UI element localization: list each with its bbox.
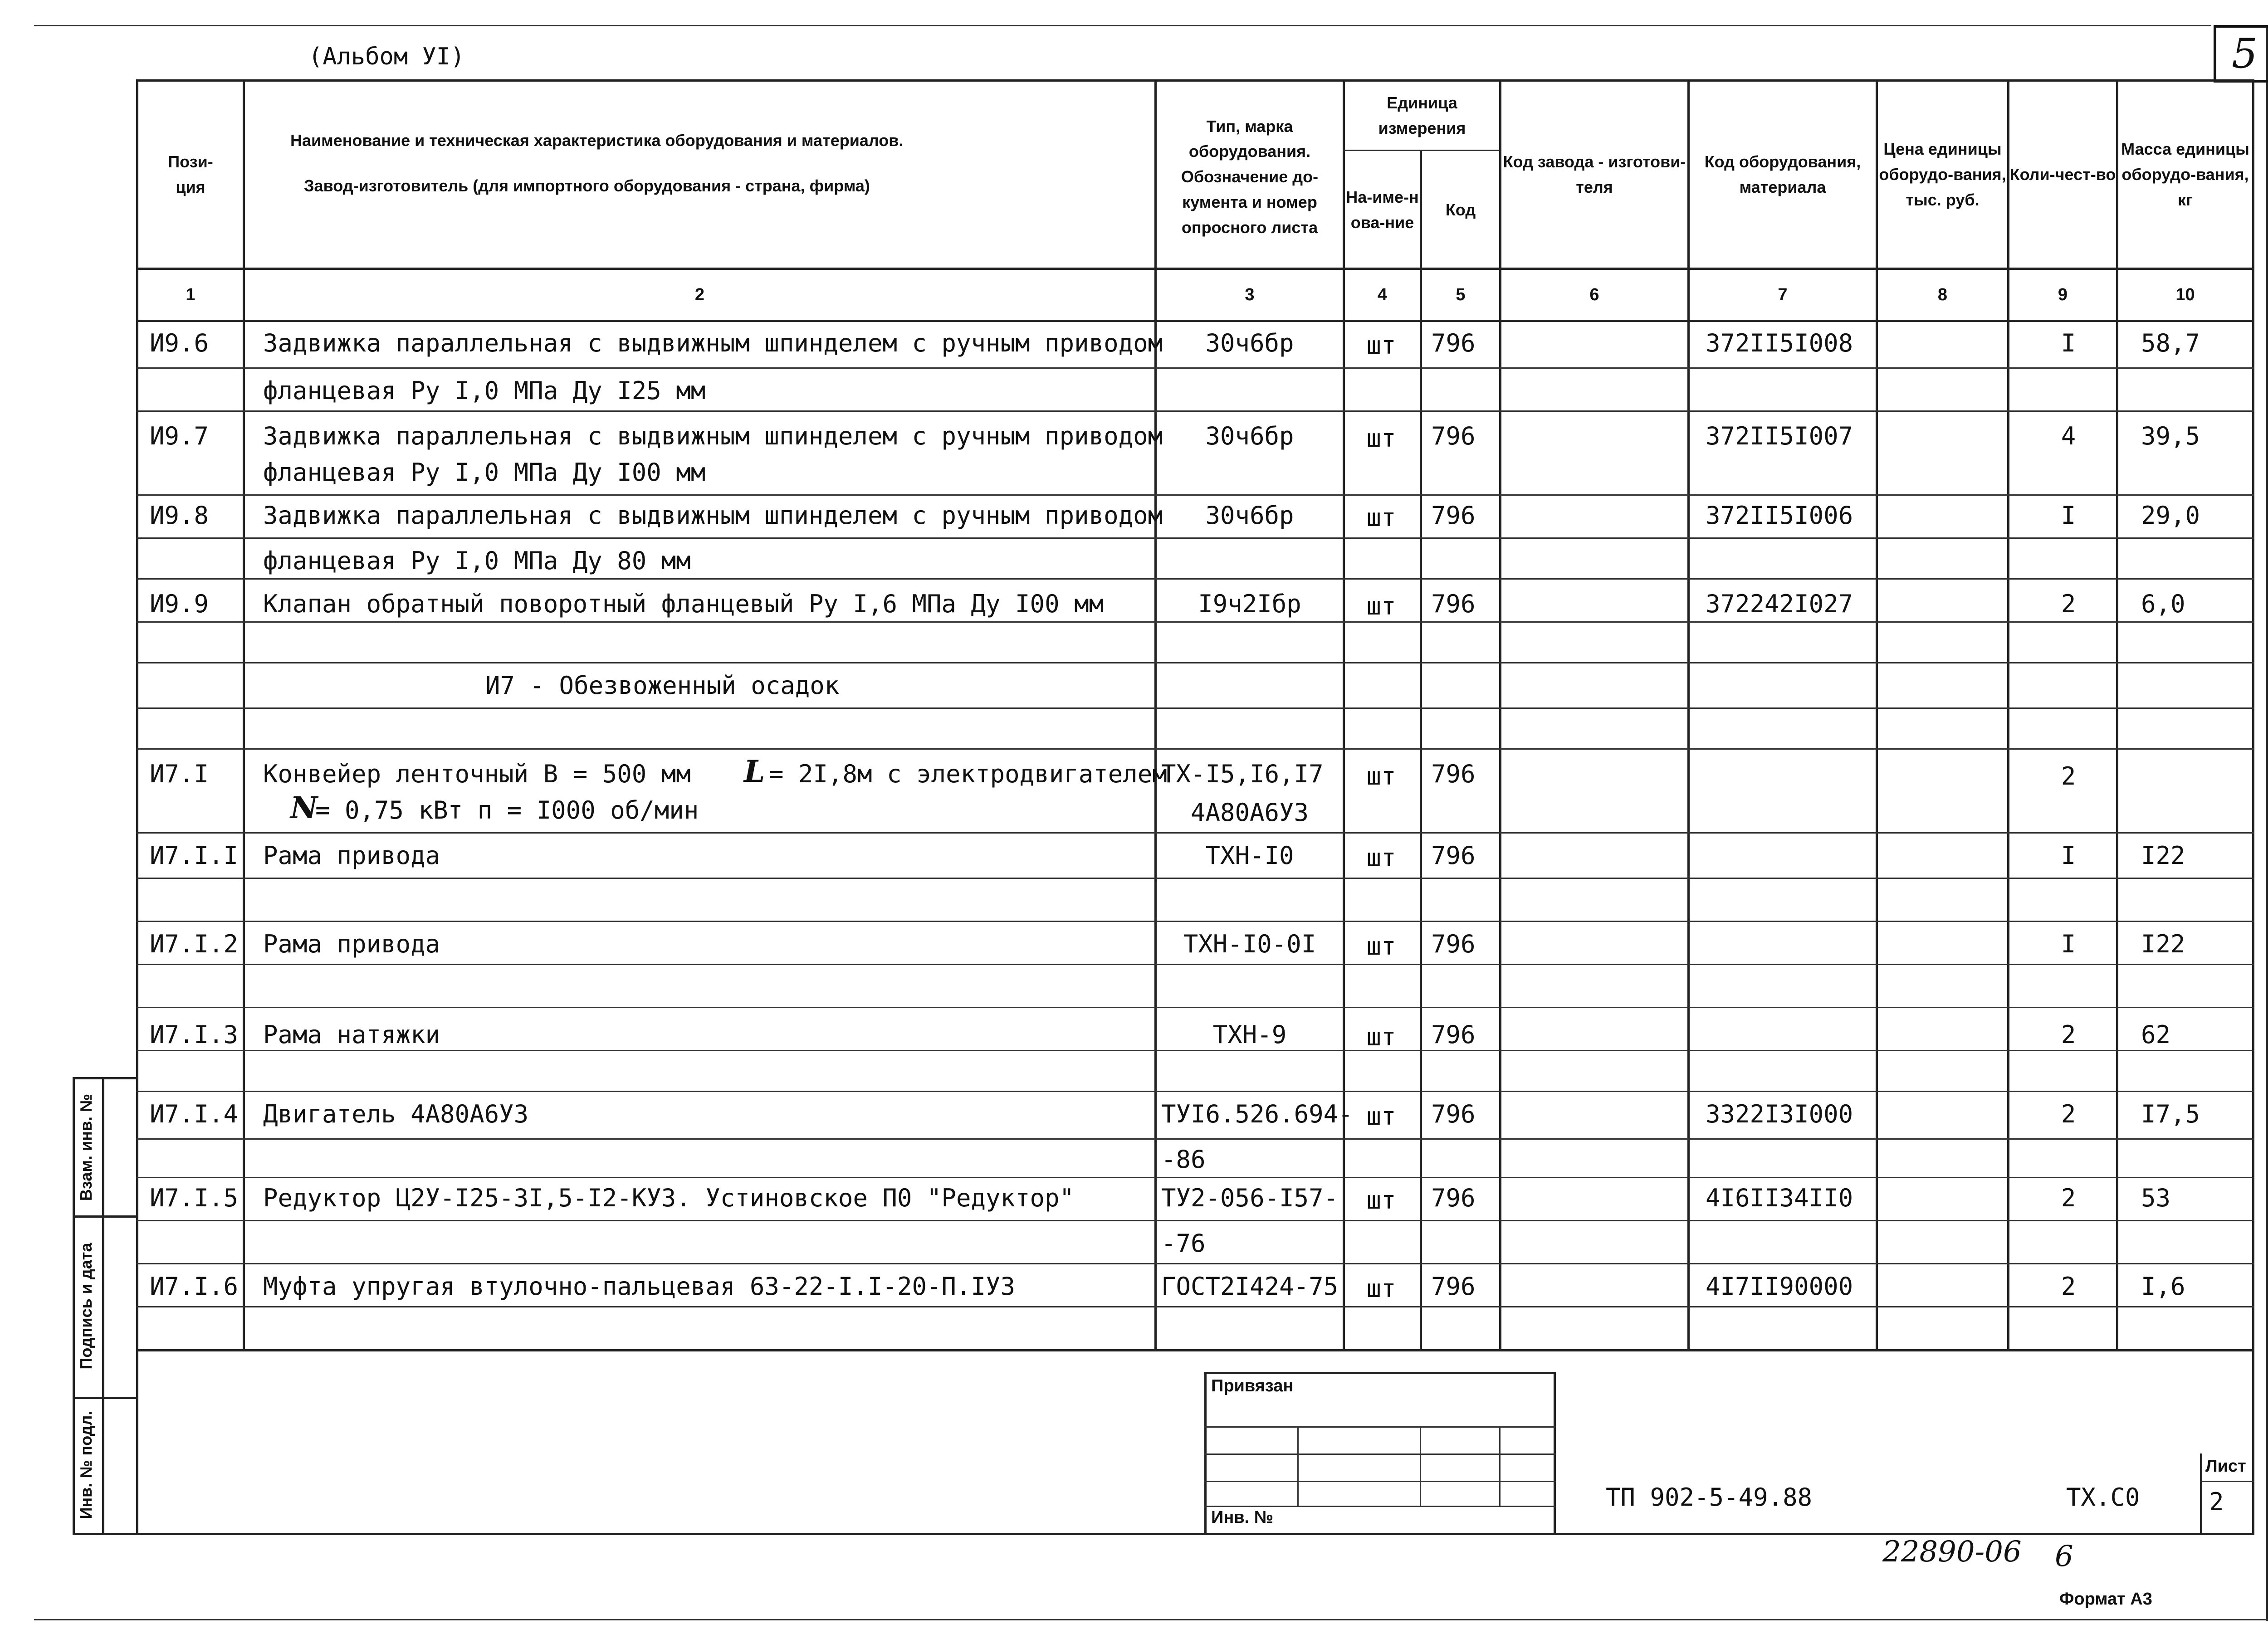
colnum-bottom (136, 320, 2254, 322)
row-equip-code: 4I7II90000 (1706, 1272, 1853, 1301)
row-type-cont: 4А80А6У3 (1190, 798, 1309, 827)
row-line (136, 1091, 2254, 1092)
side-label-podpis: Подпись и дата (77, 1243, 95, 1370)
row-name: Рама привода (263, 930, 440, 958)
row-type: ТХН-9 (1212, 1020, 1287, 1049)
row-name: Редуктор Ц2У-I25-3I,5-I2-КУ3. Устиновское П0 "Редуктор" (263, 1184, 1075, 1212)
inv-no-label: Инв. № (1211, 1508, 1274, 1527)
colnum-1: 1 (186, 285, 196, 304)
row-type-cont: -76 (1161, 1229, 1206, 1258)
row-equip-code: 372II5I007 (1706, 422, 1853, 450)
row-unit-code: 796 (1431, 841, 1476, 870)
colnum-3: 3 (1245, 285, 1255, 304)
row-unit-code: 796 (1431, 501, 1476, 530)
privyazan-col (1420, 1426, 1421, 1506)
header-price: Цена единицы оборудо-вания, тыс. руб. (1879, 140, 2006, 209)
colnum-4: 4 (1377, 285, 1388, 304)
list-value: 2 (2209, 1488, 2224, 1516)
row-unit: шт (1366, 503, 1396, 532)
row-position: И9.9 (150, 590, 209, 618)
row-unit: шт (1366, 844, 1396, 872)
row-qty: 2 (2061, 1184, 2076, 1212)
row-position: И7.I.3 (150, 1020, 239, 1049)
row-position: И9.8 (150, 501, 209, 530)
document-part: ТХ.С0 (2066, 1483, 2140, 1512)
row-name: Конвейер ленточный В = 500 мм (263, 760, 691, 788)
row-position: И9.7 (150, 422, 209, 450)
row-mass: 62 (2141, 1020, 2171, 1049)
row-position: И7.I.4 (150, 1100, 239, 1128)
row-type-cont: -86 (1161, 1145, 1206, 1174)
row-position: И7.I.5 (150, 1184, 239, 1212)
row-line (136, 1263, 2254, 1264)
table-bottom (136, 1349, 2254, 1351)
header-unit-name: На-име-нова-ние (1346, 187, 1419, 232)
row-qty: I (2061, 841, 2076, 870)
row-mass: 53 (2141, 1184, 2171, 1212)
row-position: И9.6 (150, 329, 209, 357)
row-line (136, 707, 2254, 709)
row-type: ТУ2-056-I57- (1161, 1184, 1339, 1212)
privyazan-col (1499, 1426, 1501, 1506)
row-qty: I (2061, 930, 2076, 958)
side-label-inv-podl: Инв. № подл. (77, 1410, 95, 1519)
colnum-8: 8 (1937, 285, 1948, 304)
row-position: И7.I.I (150, 841, 239, 870)
header-type: Тип, марка оборудования. Обозначение до-кумента и номер опросного листа (1181, 117, 1319, 237)
row-unit-code: 796 (1431, 590, 1476, 618)
row-qty: 4 (2061, 422, 2076, 450)
album-label: (Альбом УI) (308, 43, 465, 70)
row-name-length: = 2I,8м с электродвигателем (769, 760, 1167, 788)
document-code: ТП 902-5-49.88 (1606, 1483, 1813, 1512)
row-line (136, 1007, 2254, 1008)
list-box-sep (2200, 1481, 2254, 1482)
privyazan-row (1204, 1506, 1556, 1507)
row-line (136, 1138, 2254, 1140)
row-name: Задвижка параллельная с выдвижным шпинделем с ручным приводом (263, 422, 1163, 450)
row-unit-code: 796 (1431, 760, 1476, 788)
header-mass: Масса единицы оборудо-вания, кг (2121, 140, 2249, 209)
row-line (136, 964, 2254, 965)
row-name: Рама привода (263, 841, 440, 870)
row-position: И7.I (150, 760, 209, 788)
header-qty: Коли-чест-во (2009, 165, 2116, 184)
row-line (136, 1220, 2254, 1221)
row-name-cont: = 0,75 кВт п = I000 об/мин (315, 796, 699, 824)
row-name: Задвижка параллельная с выдвижным шпинделем с ручным приводом (263, 329, 1163, 357)
row-qty: I (2061, 329, 2076, 357)
row-line (136, 494, 2254, 496)
row-type: 30ч6бр (1205, 501, 1294, 530)
side-stamp-mid (102, 1077, 104, 1533)
row-qty: 2 (2061, 1020, 2076, 1049)
side-stamp-bottom (73, 1533, 136, 1535)
privyazan-row (1204, 1454, 1556, 1455)
row-name: Муфта упругая втулочно-пальцевая 63-22-I.I-20-П.IУ3 (263, 1272, 1016, 1301)
row-unit-code: 796 (1431, 1184, 1476, 1212)
row-mass: 39,5 (2141, 422, 2200, 450)
privyazan-top (1204, 1372, 1556, 1374)
list-box-left (2200, 1454, 2202, 1533)
row-equip-code: 372II5I006 (1706, 501, 1853, 530)
row-name-cont: фланцевая Ру I,0 МПа Ду 80 мм (263, 546, 691, 575)
row-line (136, 832, 2254, 834)
row-unit: шт (1366, 932, 1396, 961)
row-unit-code: 796 (1431, 329, 1476, 357)
row-qty: I (2061, 501, 2076, 530)
row-equip-code: 4I6II34II0 (1706, 1184, 1853, 1212)
row-line (136, 921, 2254, 922)
bottom-frame-line (34, 1619, 2268, 1620)
header-unit-code: Код (1445, 200, 1476, 219)
colnum-7: 7 (1778, 285, 1788, 304)
colnum-2: 2 (694, 285, 705, 304)
row-type: ГОСТ2I424-75 (1161, 1272, 1339, 1301)
row-type: ТХ-I5,I6,I7 (1161, 760, 1324, 788)
row-name-cont: фланцевая Ру I,0 МПа Ду I00 мм (263, 458, 706, 487)
row-unit: шт (1366, 592, 1396, 620)
row-type: ТУI6.526.694- (1161, 1100, 1353, 1128)
row-type: ТХН-I0-0I (1183, 930, 1316, 958)
colnum-5: 5 (1456, 285, 1466, 304)
side-stamp-sep1 (73, 1215, 136, 1218)
list-label: Лист (2205, 1457, 2246, 1476)
row-line (136, 1177, 2254, 1178)
row-position: И7.I.6 (150, 1272, 239, 1301)
header-name-2: Завод-изготовитель (для импортного оборудования - страна, фирма) (304, 176, 870, 195)
row-unit: шт (1366, 1023, 1396, 1051)
side-label-vzam: Взам. инв. № (77, 1093, 95, 1201)
right-frame-line (2266, 25, 2268, 1621)
archive-suffix: 6 (2055, 1540, 2073, 1573)
colnum-9: 9 (2058, 285, 2068, 304)
row-unit-code: 796 (1431, 1020, 1476, 1049)
row-unit: шт (1366, 1186, 1396, 1215)
colnum-6: 6 (1589, 285, 1599, 304)
section-title: И7 - Обезвоженный осадок (485, 671, 840, 700)
row-mass: 6,0 (2141, 590, 2185, 618)
header-unit-group: Единица измерения (1378, 93, 1466, 137)
row-mass: I22 (2141, 930, 2185, 958)
row-name: Рама натяжки (263, 1020, 440, 1049)
row-qty: 2 (2061, 1272, 2076, 1301)
power-symbol: N (290, 790, 318, 825)
privyazan-right (1554, 1372, 1556, 1533)
header-equip-code: Код оборудования, материала (1704, 152, 1861, 196)
row-mass: 29,0 (2141, 501, 2200, 530)
row-name: Задвижка параллельная с выдвижным шпинделем с ручным приводом (263, 501, 1163, 530)
row-mass: I,6 (2141, 1272, 2185, 1301)
row-unit-code: 796 (1431, 930, 1476, 958)
row-qty: 2 (2061, 1100, 2076, 1128)
row-equip-code: 3322I3I000 (1706, 1100, 1853, 1128)
row-unit-code: 796 (1431, 1272, 1476, 1301)
privyazan-left (1204, 1372, 1207, 1533)
row-unit: шт (1366, 1274, 1396, 1303)
row-line (136, 1306, 2254, 1307)
row-name: Клапан обратный поворотный фланцевый Ру I,6 МПа Ду I00 мм (263, 590, 1104, 618)
privyazan-col (1297, 1426, 1299, 1506)
header-position: Пози- ция (168, 152, 213, 196)
row-equip-code: 372242I027 (1706, 590, 1853, 618)
table-right (2252, 79, 2254, 1533)
row-type: ТХН-I0 (1205, 841, 1294, 870)
row-position: И7.I.2 (150, 930, 239, 958)
row-unit-code: 796 (1431, 1100, 1476, 1128)
row-mass: 58,7 (2141, 329, 2200, 357)
row-mass: I7,5 (2141, 1100, 2200, 1128)
row-line (136, 1050, 2254, 1051)
row-type: 30ч6бр (1205, 422, 1294, 450)
archive-number: 22890-06 (1882, 1535, 2022, 1569)
row-type: I9ч2Iбр (1198, 590, 1301, 618)
row-qty: 2 (2061, 590, 2076, 618)
sheet-number: 5 (2214, 25, 2268, 83)
privyazan-row (1204, 1426, 1556, 1428)
row-type: 30ч6бр (1205, 329, 1294, 357)
top-frame-line (34, 25, 2211, 26)
colnum-10: 10 (2175, 285, 2195, 304)
row-unit: шт (1366, 1102, 1396, 1131)
privyazan-row (1204, 1481, 1556, 1482)
unit-group-line (1343, 150, 1499, 151)
row-name: Двигатель 4А80А6У3 (263, 1100, 529, 1128)
row-unit-code: 796 (1431, 422, 1476, 450)
row-qty: 2 (2061, 762, 2076, 790)
row-line (136, 662, 2254, 663)
row-unit: шт (1366, 331, 1396, 360)
row-line (136, 748, 2254, 750)
row-unit: шт (1366, 424, 1396, 453)
row-name-cont: фланцевая Ру I,0 МПа Ду I25 мм (263, 376, 706, 405)
row-line (136, 878, 2254, 879)
length-symbol: L (744, 754, 765, 789)
header-name-1: Наименование и техническая характеристика оборудования и материалов. (290, 131, 904, 150)
row-unit: шт (1366, 762, 1396, 790)
row-line (136, 367, 2254, 369)
privyazan-label: Привязан (1211, 1376, 1294, 1395)
row-line (136, 621, 2254, 623)
row-equip-code: 372II5I008 (1706, 329, 1853, 357)
row-line (136, 578, 2254, 580)
row-mass: I22 (2141, 841, 2185, 870)
format-label: Формат А3 (2059, 1590, 2152, 1609)
header-plant-code: Код завода - изготови-теля (1503, 152, 1686, 196)
row-line (136, 410, 2254, 412)
row-line (136, 537, 2254, 539)
